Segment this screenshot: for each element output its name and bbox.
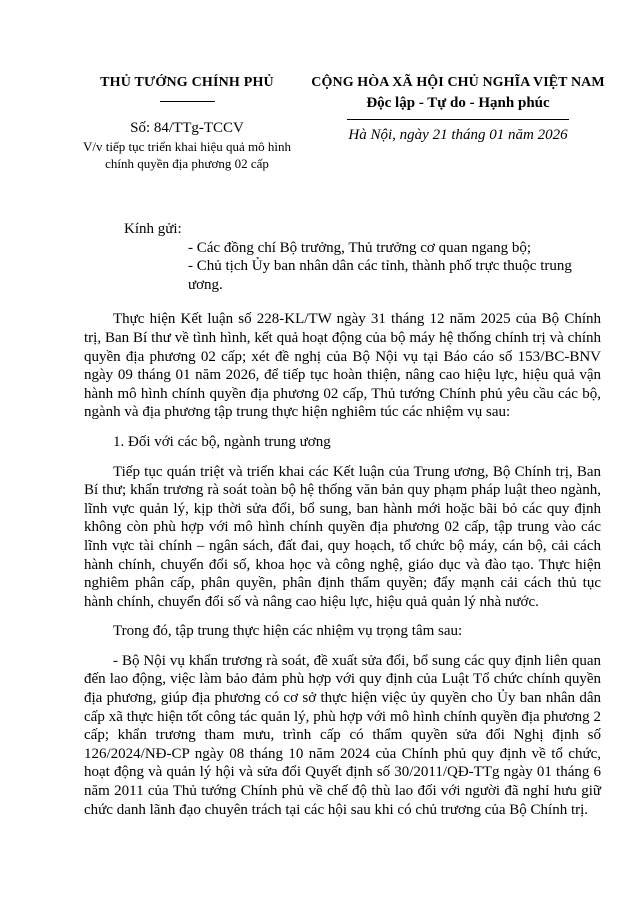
national-title: CỘNG HÒA XÃ HỘI CHỦ NGHĨA VIỆT NAM <box>311 75 605 90</box>
paragraph-focus-intro: Trong đó, tập trung thực hiện các nhiệm vụ trọng tâm sau: <box>113 623 463 640</box>
recipient-list <box>188 239 601 295</box>
header-issuing-authority <box>62 74 312 172</box>
salutation: Kính gửi: <box>124 221 182 237</box>
recipient-line: - Chủ tịch Ủy ban nhân dân các tỉnh, thành phố trực thuộc trung ương. <box>188 258 572 293</box>
place-and-date: Hà Nội, ngày 21 tháng 01 năm 2026 <box>348 127 568 143</box>
section-heading-1: 1. Đối với các bộ, ngành trung ương <box>113 433 331 450</box>
document-body <box>84 220 601 819</box>
recipient-line: - Các đồng chí Bộ trưởng, Thủ trưởng cơ quan ngang bộ; <box>188 239 532 256</box>
paragraph-preamble: Thực hiện Kết luận số 228-KL/TW ngày 31 tháng 12 năm 2025 của Bộ Chính trị, Ban Bí thư về tình hình, kết quả hoạt động của bộ máy hệ thống chính trị và chính quyền địa phương 02 cấp; xét đề nghị của Bộ Nội vụ tại Báo cáo số 153/BC-BNV ngày 09 tháng 01 năm 2026, để tiếp tục hoàn thiện, nâng cao hiệu lực, hiệu quả vận hành mô hình chính quyền địa phương 02 cấp, Thủ tướng Chính phủ yêu cầu các bộ, ngành và địa phương tập trung thực hiện nghiêm túc các nhiệm vụ sau: <box>84 311 601 421</box>
paragraph-section-1-body: Tiếp tục quán triệt và triển khai các Kết luận của Trung ương, Bộ Chính trị, Ban Bí thư; khẩn trương rà soát toàn bộ hệ thống văn bản quy phạm pháp luật theo ngành, lĩnh vực quản lý, kịp thời sửa đổi, bổ sung, ban hành mới hoặc bãi bỏ các quy định không còn phù hợp với mô hình chính quyền địa phương 02 cấp, tập trung vào các lĩnh vực tài chính – ngân sách, đất đai, quy hoạch, tổ chức bộ máy, cán bộ, cải cách hành chính, chuyển đổi số, khoa học và công nghệ, giáo dục và đào tạo. Thực hiện nghiêm phân cấp, phân quyền, phân định thẩm quyền; đẩy mạnh cải cách thủ tục hành chính, chuyển đổi số và nâng cao hiệu lực, hiệu quả quản lý nhà nước. <box>84 463 601 610</box>
document-number: Số: 84/TTg-TCCV <box>130 120 244 136</box>
document-subject: V/v tiếp tục triển khai hiệu quả mô hình chính quyền địa phương 02 cấp <box>83 139 291 171</box>
header-national-emblem-text <box>308 74 608 145</box>
issuing-authority-name: THỦ TƯỚNG CHÍNH PHỦ <box>100 75 274 90</box>
header-right-separator-line <box>347 119 569 120</box>
paragraph-bo-noi-vu-task: - Bộ Nội vụ khẩn trương rà soát, đề xuất sửa đổi, bổ sung các quy định liên quan đến lao động, việc làm bảo đảm phù hợp với quy định của Luật Tổ chức chính quyền địa phương, giúp địa phương có cơ sở thực hiện việc ủy quyền cho Ủy ban nhân dân cấp xã thực hiện tốt công tác quản lý, phù hợp với mô hình chính quyền địa phương 2 cấp; khẩn trương tham mưu, trình cấp có thẩm quyền sửa đổi Nghị định số 126/2024/NĐ-CP ngày 08 tháng 10 năm 2024 của Chính phủ quy định về tổ chức, hoạt động và quản lý hội và sửa đổi Quyết định số 30/2011/QĐ-TTg ngày 01 tháng 6 năm 2011 của Thủ tướng Chính phủ về chế độ thù lao đối với người đã nghỉ hưu giữ chức danh lãnh đạo chuyên trách tại các hội sau khi có chủ trương của Bộ Chính trị. <box>84 652 601 818</box>
national-motto: Độc lập - Tự do - Hạnh phúc <box>366 95 550 111</box>
header-left-separator-line <box>160 101 215 102</box>
